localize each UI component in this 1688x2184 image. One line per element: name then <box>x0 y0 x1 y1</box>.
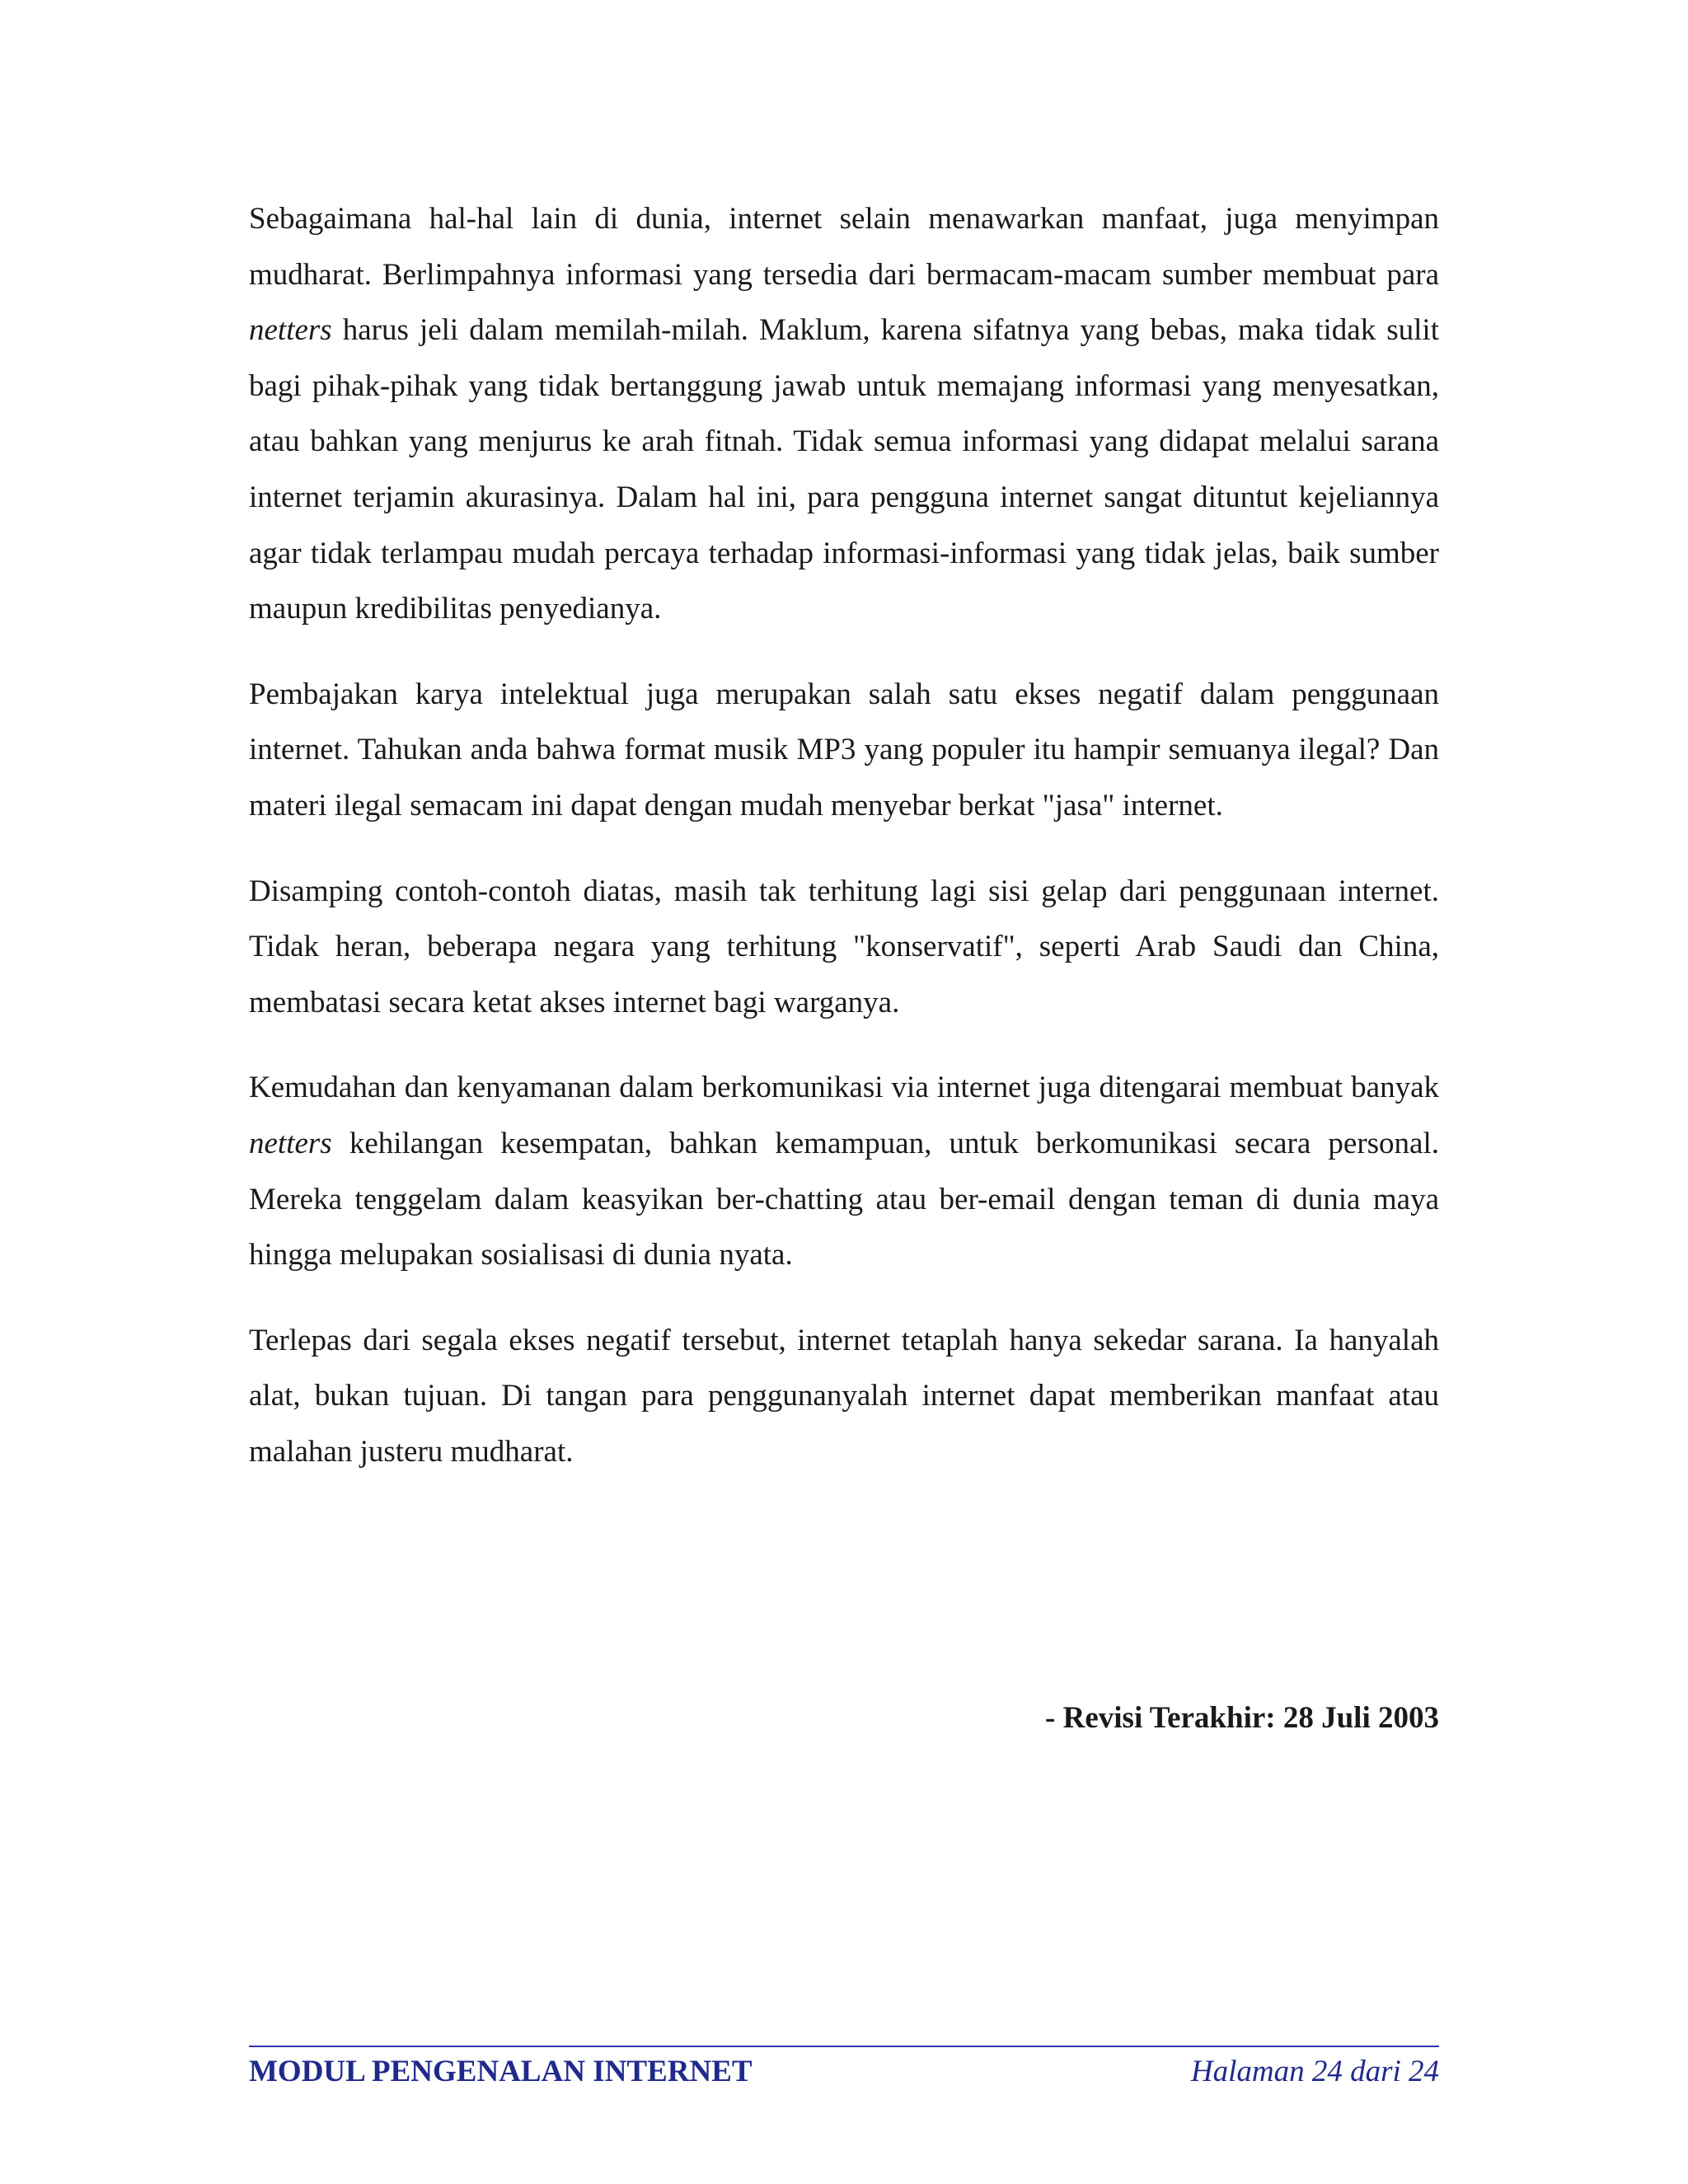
paragraph-text: Pembajakan karya intelektual juga merupakan salah satu ekses negatif dalam penggunaan internet. Tahukan anda bahwa format musik MP3 yang populer itu hampir semuanya ilegal? Dan materi ilegal semacam ini dapat dengan mudah menyebar berkat "jasa" internet. <box>249 677 1439 823</box>
page-number: Halaman 24 dari 24 <box>1190 2055 1439 2088</box>
italic-term: netters <box>249 313 332 348</box>
paragraph <box>249 1313 1439 1480</box>
footer-title: MODUL PENGENALAN INTERNET <box>249 2055 753 2088</box>
paragraph-text: Terlepas dari segala ekses negatif tersebut, internet tetaplah hanya sekedar sarana. Ia hanyalah alat, bukan tujuan. Di tangan para penggunanyalah internet dapat memberikan manfaat atau malahan justeru mudharat. <box>249 1323 1439 1469</box>
revision-note: - Revisi Terakhir: 28 Juli 2003 <box>1045 1701 1439 1735</box>
paragraph <box>249 667 1439 834</box>
paragraph-text: Sebagaimana hal-hal lain di dunia, internet selain menawarkan manfaat, juga menyimpan mudharat. Berlimpahnya informasi yang tersedia dari bermacam-macam sumber membuat para <box>249 202 1439 292</box>
body-text <box>249 191 1439 1509</box>
page-footer <box>249 2047 1439 2097</box>
paragraph-text: kehilangan kesempatan, bahkan kemampuan, untuk berkomunikasi secara personal. Mereka tenggelam dalam keasyikan ber-chatting atau ber-email dengan teman di dunia maya hingga melupakan sosialisasi di dunia nyata. <box>249 1126 1439 1272</box>
paragraph <box>249 864 1439 1031</box>
italic-term: netters <box>249 1126 332 1160</box>
paragraph-text: Disamping contoh-contoh diatas, masih tak terhitung lagi sisi gelap dari penggunaan internet. Tidak heran, beberapa negara yang terhitung "konservatif", seperti Arab Saudi dan China, membatasi secara ketat akses internet bagi warganya. <box>249 874 1439 1019</box>
paragraph-text: harus jeli dalam memilah-milah. Maklum, karena sifatnya yang bebas, maka tidak sulit bagi pihak-pihak yang tidak bertanggung jawab untuk memajang informasi yang menyesatkan, atau bahkan yang menjurus ke arah fitnah. Tidak semua informasi yang didapat melalui sarana internet terjamin akurasinya. Dalam hal ini, para pengguna internet sangat dituntut kejeliannya agar tidak terlampau mudah percaya terhadap informasi-informasi yang tidak jelas, baik sumber maupun kredibilitas penyedianya. <box>249 313 1439 626</box>
paragraph <box>249 191 1439 637</box>
paragraph <box>249 1060 1439 1282</box>
paragraph-text: Kemudahan dan kenyamanan dalam berkomunikasi via internet juga ditengarai membuat banyak <box>249 1071 1439 1105</box>
